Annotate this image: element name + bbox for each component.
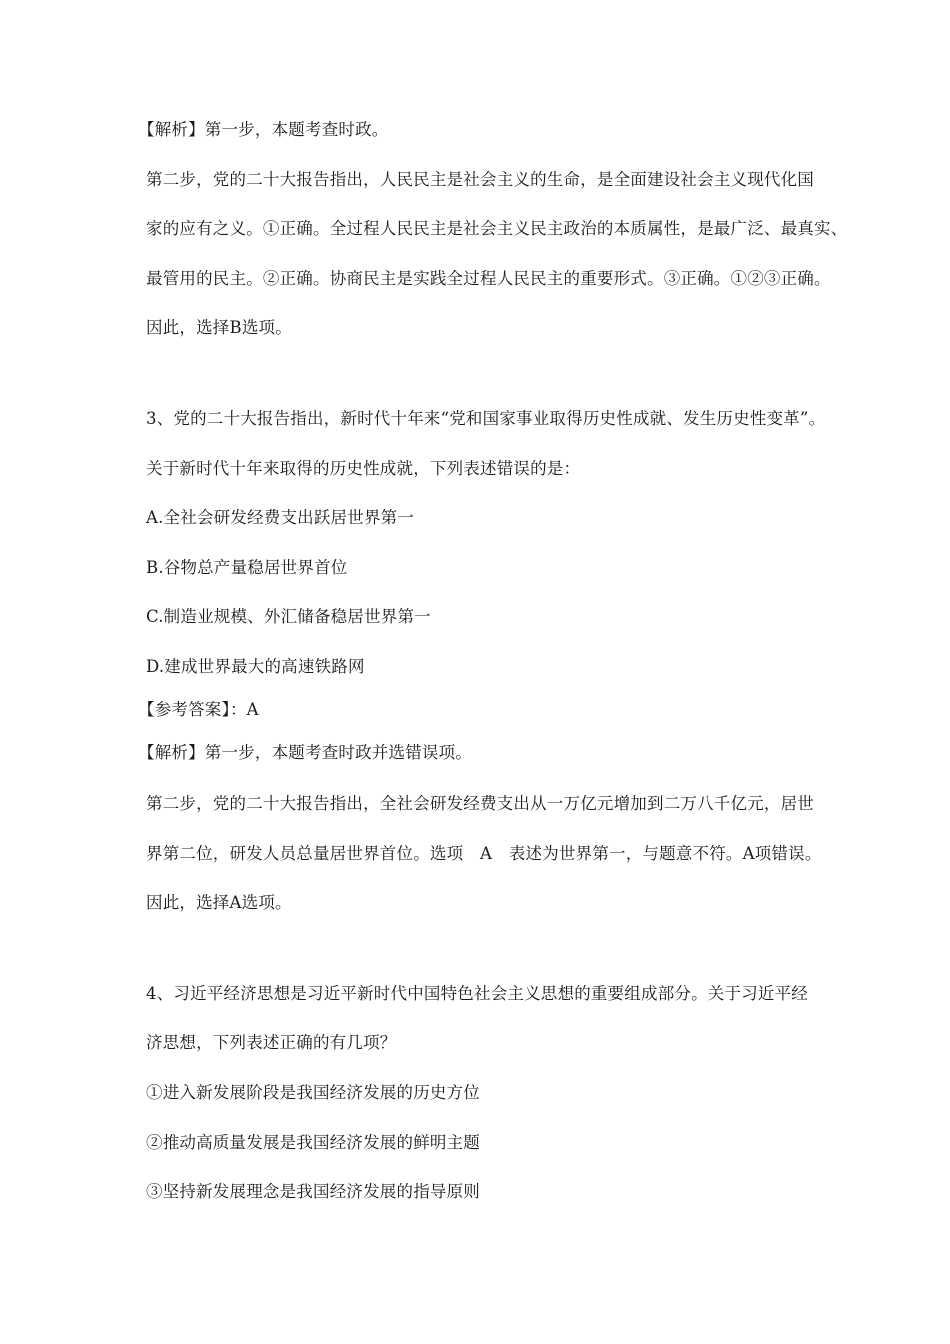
statement-1: ①进入新发展阶段是我国经济发展的历史方位 (146, 1083, 480, 1102)
analysis-heading: 【解析】第一步，本题考查时政并选错误项。 (138, 743, 472, 762)
analysis-heading: 【解析】第一步，本题考查时政。 (138, 120, 389, 139)
reference-answer: 【参考答案】：A (138, 700, 259, 719)
statement-3: ③坚持新发展理念是我国经济发展的指导原则 (146, 1182, 480, 1201)
paragraph-line: 最管用的民主。②正确。协商民主是实践全过程人民民主的重要形式。③正确。①②③正确。 (146, 269, 831, 288)
question-stem: 济思想，下列表述正确的有几项？ (146, 1033, 397, 1052)
option-a: A.全社会研发经费支出跃居世界第一 (146, 508, 415, 527)
conclusion-line: 因此，选择B选项。 (146, 318, 292, 337)
statement-2: ②推动高质量发展是我国经济发展的鲜明主题 (146, 1133, 480, 1152)
option-c: C.制造业规模、外汇储备稳居世界第一 (146, 607, 431, 626)
paragraph-line: 界第二位，研发人员总量居世界首位。选项 A 表述为世界第一，与题意不符。A项错误。 (146, 844, 822, 863)
option-b: B.谷物总产量稳居世界首位 (146, 558, 348, 577)
paragraph-line: 第二步，党的二十大报告指出，人民民主是社会主义的生命，是全面建设社会主义现代化国 (146, 170, 814, 189)
paragraph-line: 家的应有之义。①正确。全过程人民民主是社会主义民主政治的本质属性，是最广泛、最真实、 (146, 219, 848, 238)
question-stem: 3、党的二十大报告指出，新时代十年来“党和国家事业取得历史性成就、发生历史性变革”。 (146, 409, 826, 428)
option-d: D.建成世界最大的高速铁路网 (146, 657, 365, 676)
question-stem: 关于新时代十年来取得的历史性成就，下列表述错误的是： (146, 459, 581, 478)
question-stem: 4、习近平经济思想是习近平新时代中国特色社会主义思想的重要组成部分。关于习近平经 (146, 984, 808, 1003)
conclusion-line: 因此，选择A选项。 (146, 893, 292, 912)
paragraph-line: 第二步，党的二十大报告指出，全社会研发经费支出从一万亿元增加到二万八千亿元，居世 (146, 794, 814, 813)
